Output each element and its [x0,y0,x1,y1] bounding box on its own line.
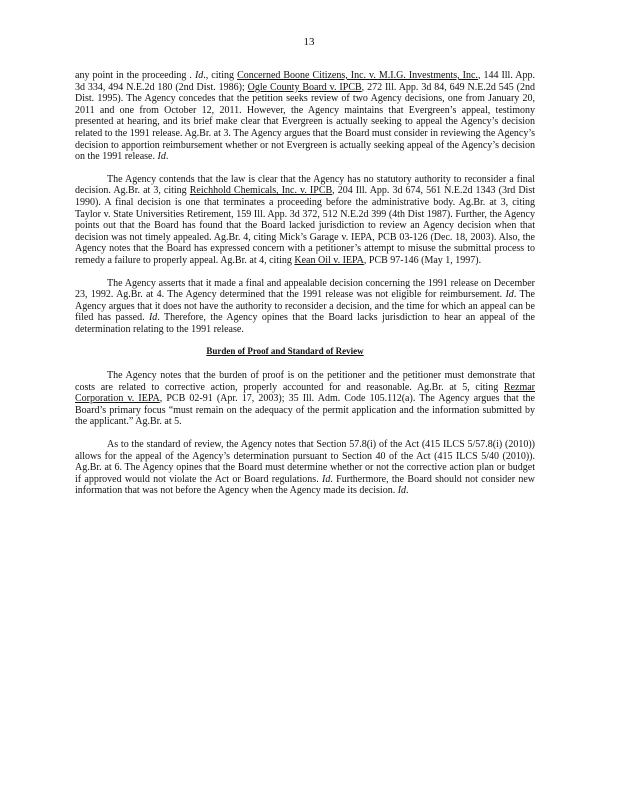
text-run: , 204 Ill. App. 3d 674, 561 N.E.2d 1343 (3rd Dist 1990). A final decision is one that terminates a proceeding before the administrative body. Ag.Br. at 3, citing Taylor v. State Universities Retirement, 159 Ill. App. 3d 372, 512 N.E.2d 399 (4th Dist 1987). Further, the Agency points out that the Board has found that the Board lacked jurisdiction to review an Agency decision when that decision was not timely appealed. Ag.Br. 4, citing Mick’s Garage v. IEPA, PCB 03-126 (Dec. 18, 2003). Also, the Agency notes that the Board has expressed concern with a petitioner’s attempt to misuse the submittal process to remedy a failure to properly appeal. Ag.Br. at 4, citing [75,185,536,266]
paragraph-2 [75,174,535,267]
text-run: The Agency asserts that it made a final and appealable decision concerning the 1991 release on December 23, 1992. Ag.Br. at 4. The Agency determined that the 1991 release was not eligible for reimbursement. [75,277,535,301]
text-run: ., citing [203,70,238,81]
text-run: , 272 Ill. App. 3d 84, 649 N.E.2d 545 (2nd Dist. 1995). The Agency concedes that the petition seeks review of two Agency decisions, one from January 20, 2011 and one from October 12, 2011. However, the Agency maintains that Evergreen’s appeal, testimony presented at hearing, and its brief make clear that Evergreen is actually seeking to appeal the Agency’s decision related to the 1991 release. Ag.Br. at 3. The Agency argues that the Board must consider in reviewing the Agency’s decision to apportion reimbursement whether or not Evergreen is actually seeking appeal of the Agency’s decision on the 1991 release. [75,81,535,163]
paragraph-4 [75,370,535,428]
id-citation: Id [194,70,204,81]
text-run: The Agency contends that the law is clear that the Agency has no statutory authority to reconsider a final decision. Ag.Br. at 3, citing [75,173,535,197]
id-citation: Id [397,485,407,497]
text-run: . [406,485,409,497]
text-run: . Furthermore, the Board should not consider new information that was not before the Agency when the Agency made its decision. [75,473,535,497]
document-body [75,70,535,508]
text-run: . Therefore, the Agency opines that the Board lacks jurisdiction to hear an appeal of the determination relating to the 1991 release. [75,312,535,335]
text-run: The Agency notes that the burden of proof is on the petitioner and the petitioner must demonstrate that costs are related to corrective action, properly accounted for and reasonable. Ag.Br. at 5, citing [75,370,535,393]
case-citation: Kean Oil v. IEPA [294,254,364,266]
case-citation: Reichhold Chemicals, Inc. v. IPCB [189,185,333,197]
text-run: . The Agency argues that it does not have the authority to reconsider a decision, and the time for which an appeal can be filed has passed. [75,289,535,324]
paragraph-5 [75,439,535,497]
id-citation: Id [157,151,166,163]
id-citation: Id [148,312,158,324]
text-run: , 144 Ill. App. 3d 334, 494 N.E.2d 180 (2nd Dist. 1986); [75,70,535,93]
paragraph-3 [75,278,535,336]
case-citation: Rezmar Corporation v. IEPA [75,381,535,405]
id-citation: Id [505,289,514,301]
paragraph-1 [75,70,535,163]
case-citation: Concerned Boone Citizens, Inc. v. M.I.G. Investments, Inc. [237,70,478,81]
text-run: . [165,151,169,163]
page-number: 13 [303,36,315,48]
section-heading: Burden of Proof and Standard of Review [206,346,364,357]
text-run: As to the standard of review, the Agency notes that Section 57.8(i) of the Act (415 ILCS 5/57.8(i) (2010)) allows for the appeal of the Agency’s determination pursuant to Section 40 of the Act (415 ILCS 5/40 (2010)). Ag.Br. at 6. The Agency opines that the Board must determine whether or not the corrective action plan or budget if approved would not violate the Act or Board regulations. [75,439,535,485]
text-run: any point in the proceeding . [75,70,195,81]
text-run: , PCB 97-146 (May 1, 1997). [363,254,482,266]
id-citation: Id [322,473,331,485]
case-citation: Ogle County Board v. IPCB [247,81,362,93]
text-run: , PCB 02-91 (Apr. 17, 2003); 35 Ill. Adm. Code 105.112(a). The Agency argues that the Board’s primary focus “must remain on the adequacy of the permit application and the information submitted by the applicant.” Ag.Br. at 5. [75,393,535,428]
